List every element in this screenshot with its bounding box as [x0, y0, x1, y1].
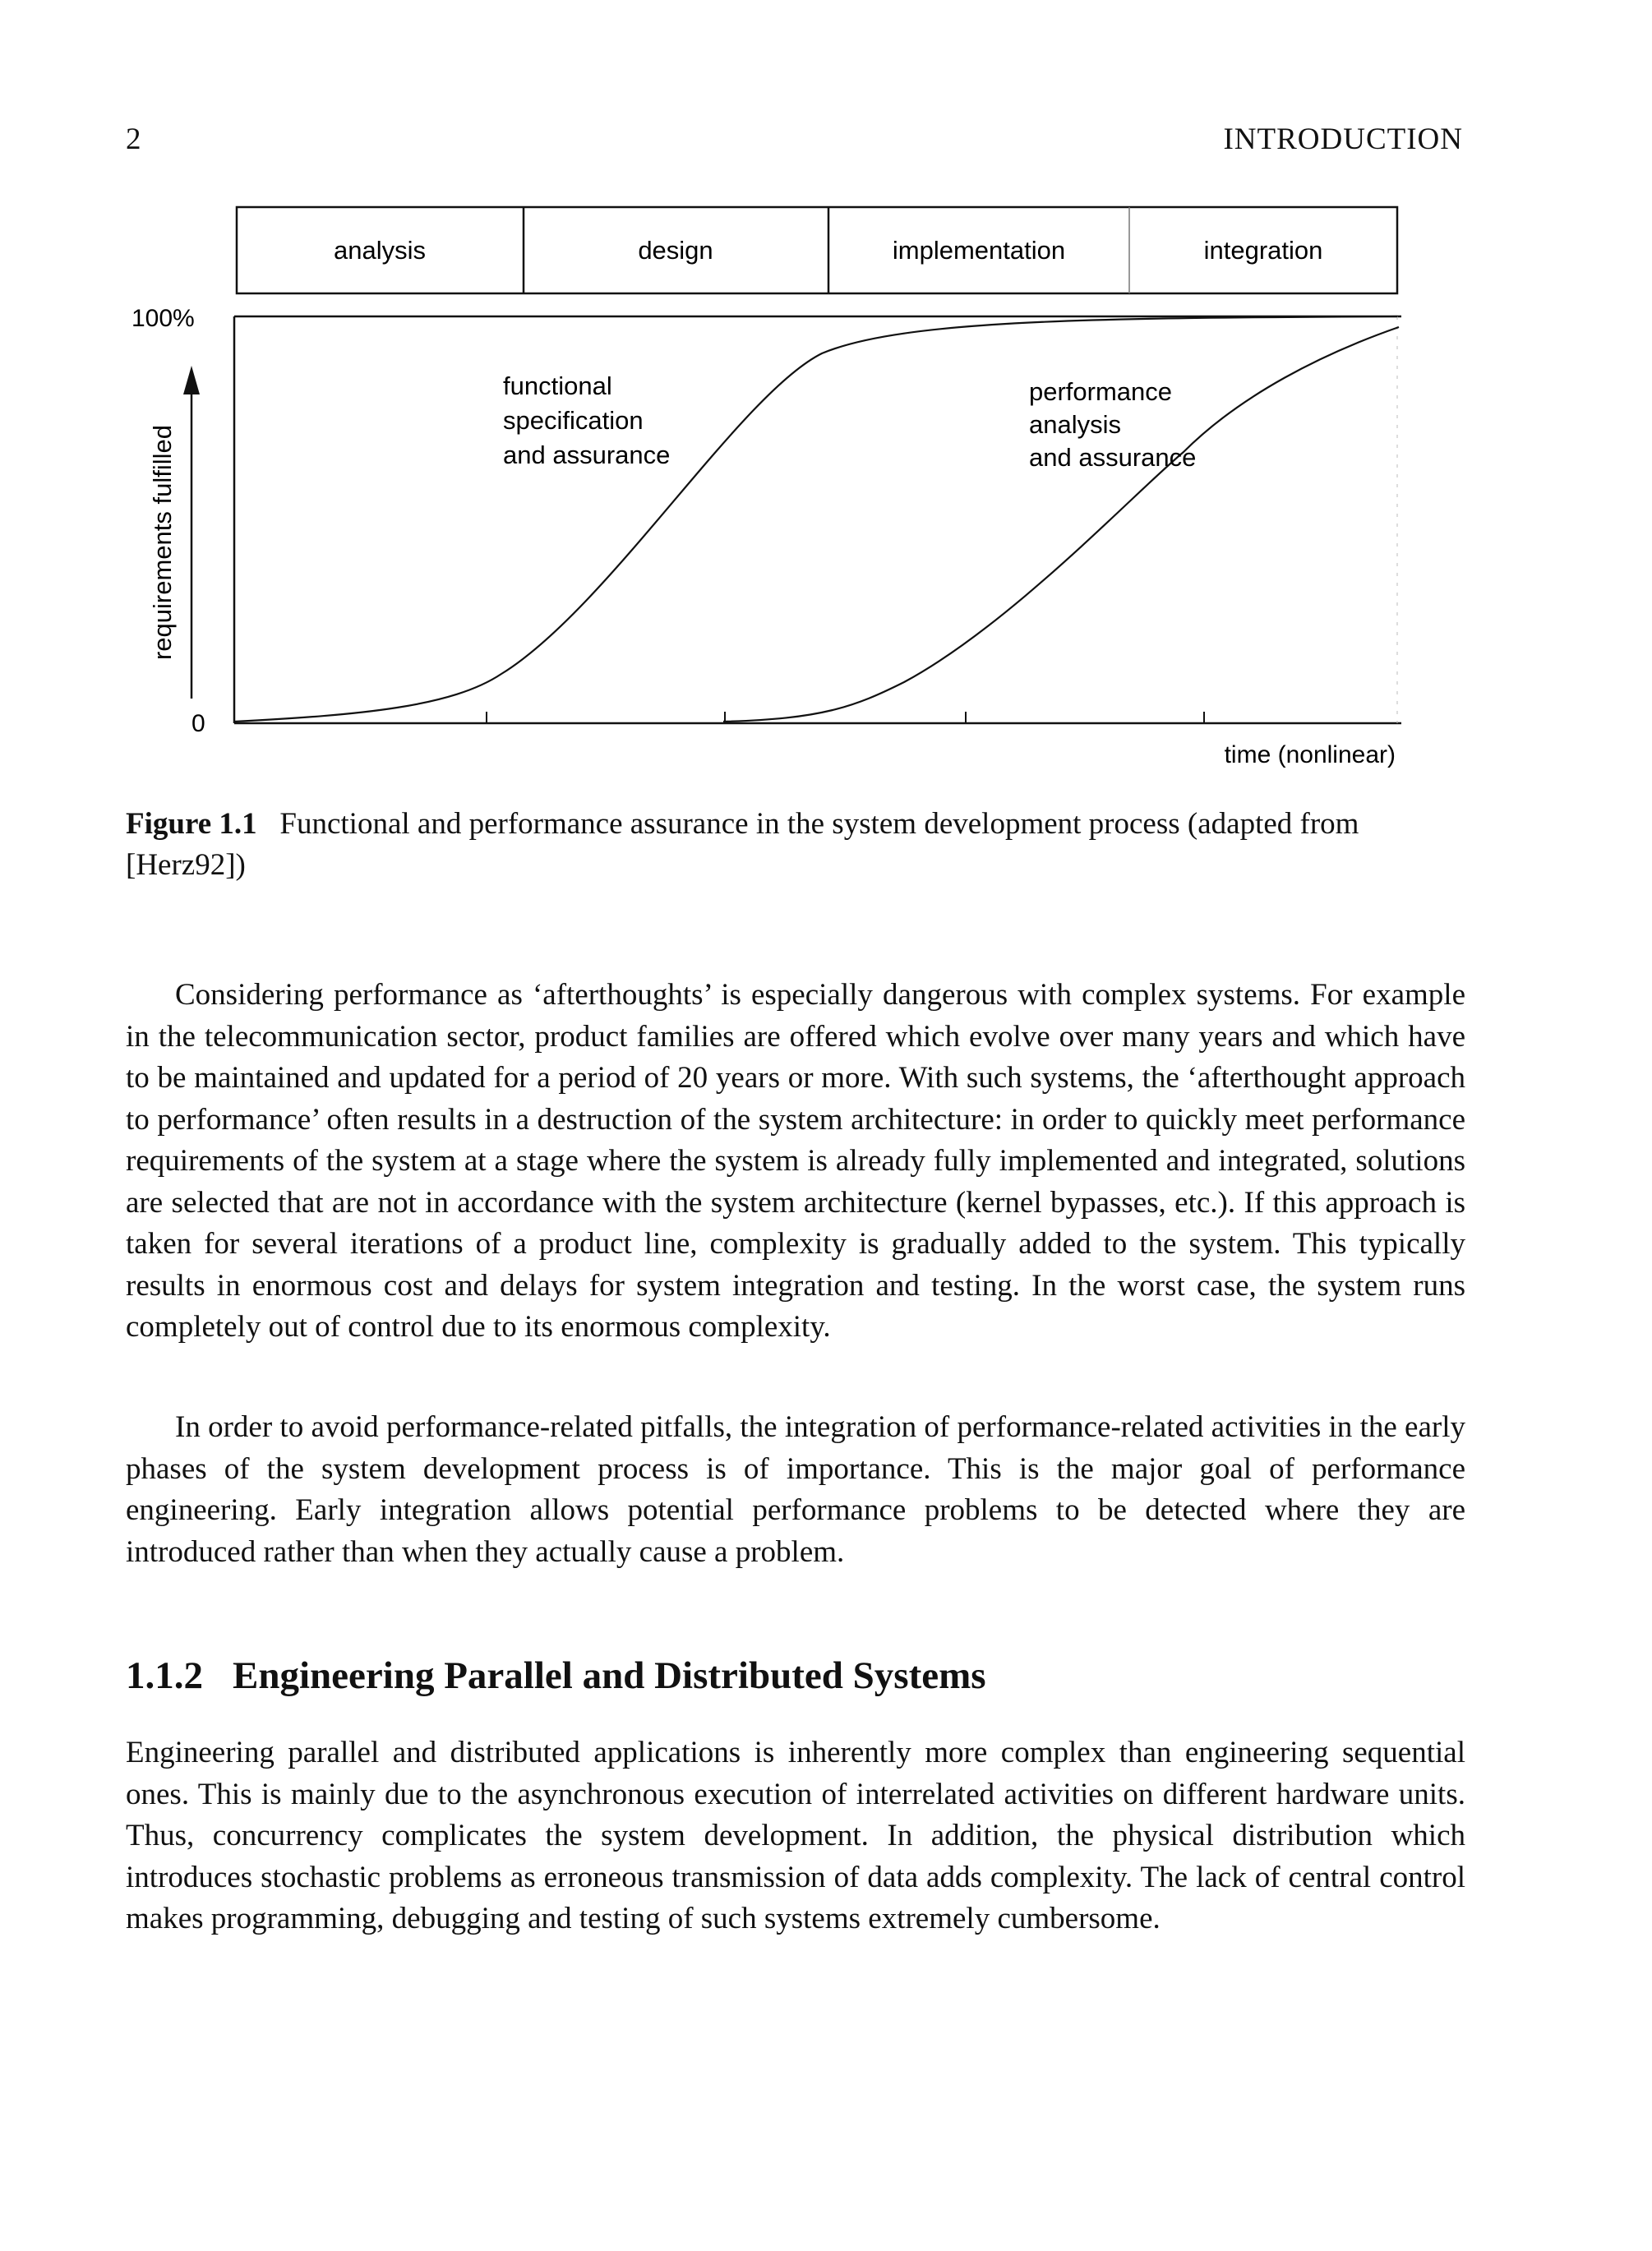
curve-functional-label	[503, 371, 670, 469]
x-axis-label: time (nonlinear)	[1224, 741, 1396, 768]
y-axis-label: requirements fulfilled	[148, 424, 177, 661]
figure-caption-label: Figure 1.1	[126, 807, 257, 841]
curve-functional-label-line: specification	[503, 406, 644, 435]
curve-performance-label-line: analysis	[1029, 410, 1121, 439]
curve-functional-label-line: and assurance	[503, 441, 671, 469]
arrow-up-icon	[183, 366, 200, 394]
body-paragraph-1: Considering performance as ‘afterthoughts’ is especially dangerous with complex systems. For example in the telecommunication sector, product families are offered which evolve over many years and which have to be maintained and updated for a period of 20 years or more. With such systems, the ‘afterthought approach to performance’ often results in a destruction of the system architecture: in order to quickly meet performance requirements of the system at a stage where the system is already fully implemented and integrated, solutions are selected that are not in accordance with the system architecture (kernel bypasses, etc.). If this approach is taken for several iterations of a product line, complexity is gradually added to the system. This typically results in enormous cost and delays for system integration and testing. In the worst case, the system runs completely out of control due to its enormous complexity.	[126, 978, 1465, 1344]
phase-label-design: design	[638, 236, 713, 265]
body-paragraph-2: In order to avoid performance-related pitfalls, the integration of performance-related activities in the early phases of the system development process is of importance. This is the major goal of performance engineering. Early integration allows potential performance problems to be detected where they are introduced rather than when they actually cause a problem.	[126, 1410, 1465, 1569]
section-heading	[126, 1654, 1016, 1698]
page-number: 2	[126, 122, 142, 156]
curve-performance-label-line: performance	[1029, 377, 1173, 406]
phase-label-analysis: analysis	[334, 236, 426, 265]
phase-label-integration: integration	[1203, 236, 1323, 265]
section-title: Engineering Parallel and Distributed Systems	[233, 1654, 986, 1697]
phase-label-implementation: implementation	[892, 236, 1066, 265]
figure-caption	[126, 804, 1465, 886]
curve-functional	[234, 316, 1397, 722]
y-zero-label: 0	[192, 710, 205, 737]
y-top-label: 100%	[132, 305, 195, 332]
curve-performance-label-line: and assurance	[1029, 443, 1197, 472]
body-paragraph-3: Engineering parallel and distributed applications is inherently more complex than engineering sequential ones. This is mainly due to the asynchronous execution of interrelated activities on different hardware units. Thus, concurrency complicates the system development. In addition, the physical distribution which introduces stochastic problems as erroneous transmission of data adds complexity. The lack of central control makes programming, debugging and testing of such systems extremely cumbersome.	[126, 1736, 1465, 1935]
running-head: INTRODUCTION	[1223, 122, 1463, 156]
figure-caption-text: Functional and performance assurance in the system development process (adapted from [Herz92])	[126, 807, 1359, 882]
section-number: 1.1.2	[126, 1654, 203, 1697]
assurance-diagram	[115, 197, 1463, 773]
curve-functional-label-line: functional	[503, 371, 612, 400]
figure-1-1	[115, 197, 1463, 773]
curve-performance-label	[1029, 377, 1196, 472]
